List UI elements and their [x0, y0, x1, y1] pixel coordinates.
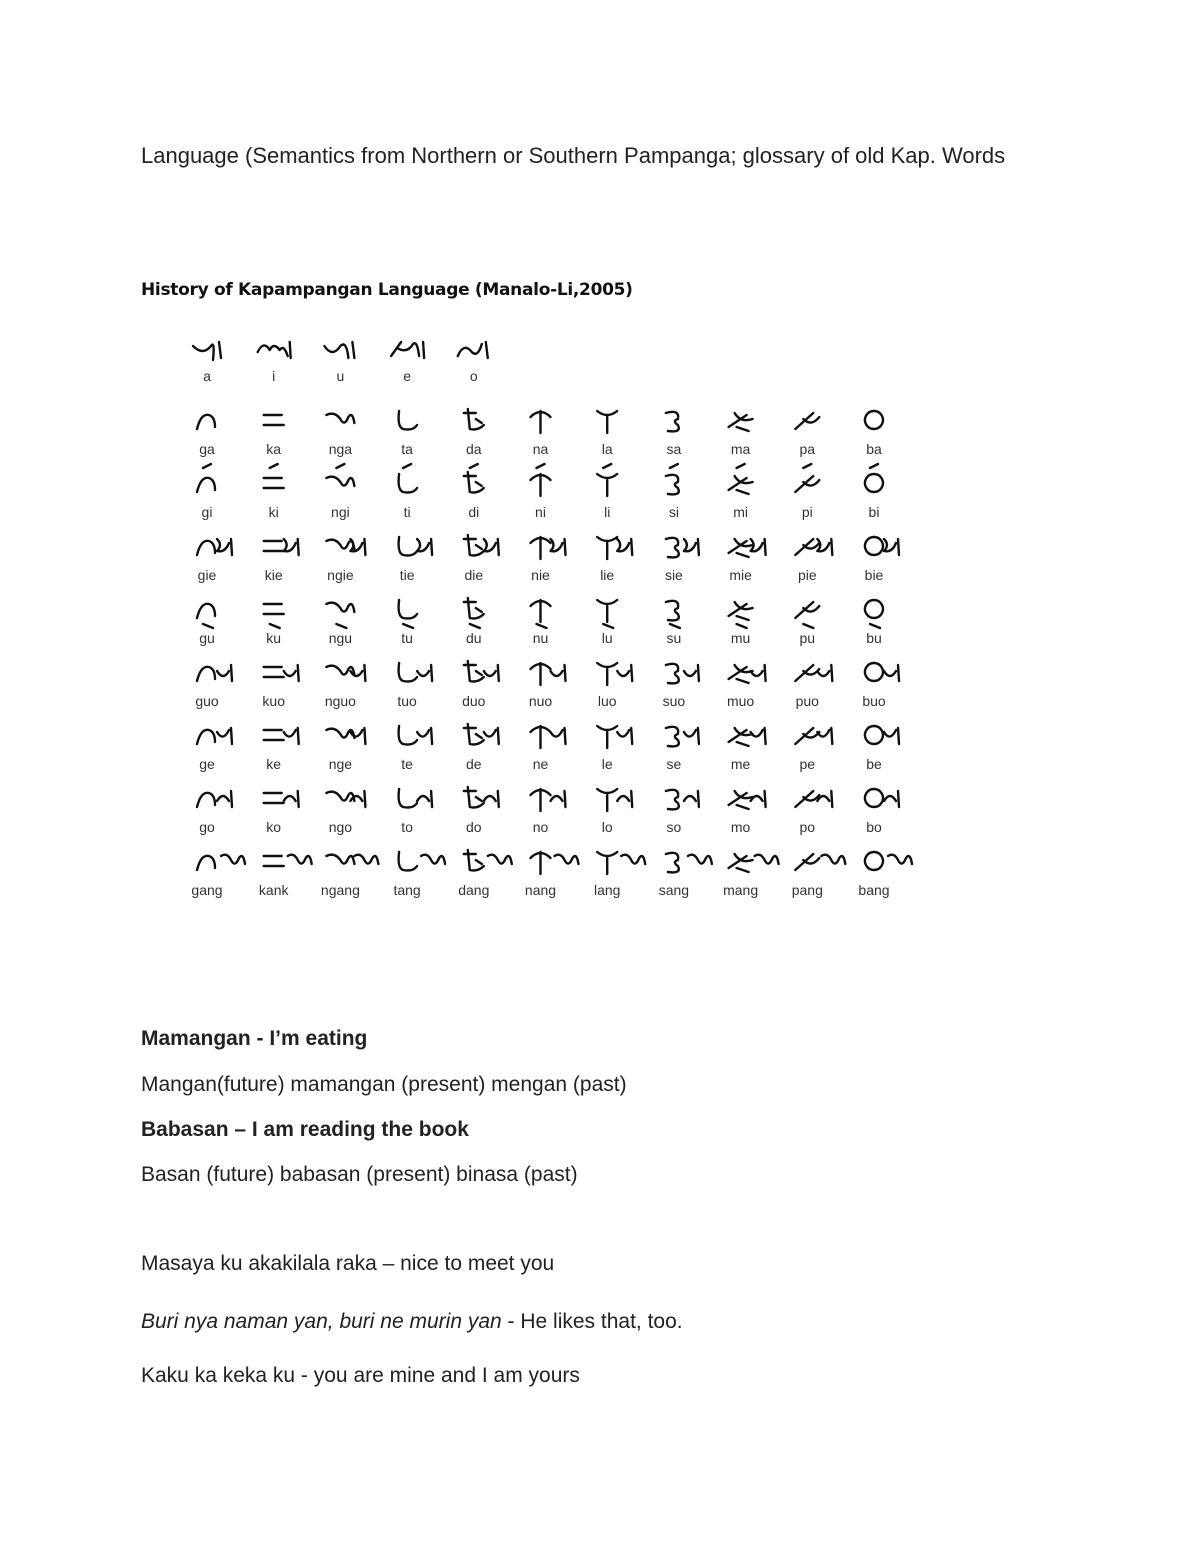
syllable-glyph-ti	[399, 464, 418, 493]
syllable-glyph-li	[597, 464, 617, 496]
document-heading: Language (Semantics from Northern or Southern Pampanga; glossary of old Kap. Words	[141, 143, 1006, 168]
syllable-label-me: me	[730, 756, 751, 772]
syllable-label-suo: suo	[662, 693, 686, 709]
syllable-glyph-duo	[464, 661, 499, 682]
phrase-babasan-title: Babasan – I am reading the book	[141, 1118, 469, 1141]
syllable-label-gang: gang	[191, 882, 223, 898]
syllable-label-nga: nga	[328, 441, 353, 457]
syllable-glyph-gu	[197, 604, 215, 628]
syllable-glyph-lang	[597, 852, 645, 874]
syllable-glyph-pie	[795, 539, 832, 555]
syllable-label-muo: muo	[726, 693, 755, 709]
phrase-mamangan-title: Mamangan - I’m eating	[141, 1027, 368, 1050]
syllable-glyph-ne	[531, 726, 566, 748]
syllable-label-luo: luo	[597, 693, 617, 709]
syllable-glyph-no	[531, 789, 566, 811]
syllable-glyph-tu	[399, 600, 418, 628]
syllable-glyph-lie	[597, 537, 632, 559]
syllable-glyph-nu	[531, 600, 551, 628]
syllable-glyph-sang	[666, 853, 712, 873]
syllable-glyph-ngi	[326, 464, 354, 486]
syllable-glyph-gang	[197, 855, 245, 870]
syllable-glyph-de	[464, 724, 499, 745]
syllable-glyph-sa	[666, 412, 679, 432]
syllable-glyph-kuo	[264, 665, 299, 681]
syllable-label-le: le	[601, 756, 613, 772]
syllable-glyph-dang	[464, 850, 512, 871]
syllable-label-to: to	[401, 819, 413, 835]
syllable-glyph-le	[597, 726, 632, 748]
syllable-label-da: da	[466, 441, 482, 457]
syllable-glyph-gie	[197, 539, 232, 555]
syllable-glyph-me	[729, 728, 766, 746]
syllable-glyph-ni	[531, 464, 551, 496]
syllable-label-si: si	[668, 504, 679, 520]
vowel-glyph-e	[391, 342, 424, 358]
syllable-glyph-puo	[795, 665, 832, 681]
syllable-label-na: na	[532, 441, 549, 457]
syllable-glyph-su	[666, 601, 680, 628]
syllable-label-nge: nge	[328, 756, 353, 772]
syllable-label-ge: ge	[199, 756, 215, 772]
syllable-label-pu: pu	[799, 630, 816, 646]
syllable-label-po: po	[799, 819, 816, 835]
syllable-glyph-nuo	[531, 663, 566, 685]
syllable-label-ba: ba	[866, 441, 882, 457]
syllable-label-be: be	[866, 756, 882, 772]
syllable-glyph-ga	[197, 415, 215, 429]
syllable-label-ti: ti	[403, 504, 411, 520]
syllable-glyph-bie	[865, 537, 899, 555]
syllable-label-ma: ma	[730, 441, 751, 457]
syllable-glyph-mi	[729, 464, 753, 494]
vowel-glyph-i	[258, 342, 291, 358]
syllable-label-mang: mang	[723, 882, 759, 898]
syllable-label-so: so	[666, 819, 682, 835]
syllable-label-ngo: ngo	[328, 819, 353, 835]
syllable-glyph-te	[399, 726, 433, 745]
syllable-glyph-sie	[666, 538, 699, 558]
syllable-label-pi: pi	[801, 504, 813, 520]
syllable-glyph-ta	[399, 411, 418, 430]
phrase-babasan-forms: Basan (future) babasan (present) binasa (past)	[141, 1163, 578, 1186]
syllable-glyph-tie	[399, 537, 433, 556]
syllable-label-dang: dang	[458, 882, 490, 898]
syllable-glyph-na	[531, 411, 551, 433]
syllable-label-go: go	[199, 819, 215, 835]
syllable-glyph-buo	[865, 663, 899, 681]
syllable-glyph-kie	[264, 539, 299, 555]
syllable-label-duo: duo	[462, 693, 486, 709]
syllable-label-bang: bang	[858, 882, 890, 898]
syllable-glyph-la	[597, 411, 617, 433]
syllable-label-te: te	[401, 756, 413, 772]
syllable-label-kuo: kuo	[262, 693, 285, 709]
syllable-label-ta: ta	[401, 441, 413, 457]
phrase-kaku: Kaku ka keka ku - you are mine and I am yours	[141, 1364, 580, 1387]
syllable-glyph-nguo	[326, 665, 365, 681]
syllable-glyph-die	[464, 535, 499, 556]
syllable-glyph-be	[865, 726, 899, 744]
syllable-glyph-ge	[197, 728, 232, 744]
syllable-glyph-ma	[729, 413, 753, 431]
syllable-label-mi: mi	[733, 504, 748, 520]
syllable-glyph-muo	[729, 665, 766, 683]
vowel-glyph-u	[324, 342, 354, 358]
syllable-label-tu: tu	[401, 630, 413, 646]
syllable-glyph-suo	[666, 664, 699, 684]
syllable-label-lie: lie	[600, 567, 615, 583]
syllable-label-mo: mo	[730, 819, 751, 835]
syllable-label-bi: bi	[868, 504, 880, 520]
syllable-glyph-bi	[865, 464, 883, 492]
syllable-glyph-nang	[531, 852, 579, 874]
syllable-label-ku: ku	[266, 630, 282, 646]
syllable-label-sa: sa	[666, 441, 682, 457]
syllable-label-ngie: ngie	[327, 567, 354, 583]
syllable-label-nang: nang	[524, 882, 557, 898]
vowel-label-e: e	[403, 368, 411, 384]
syllable-label-bie: bie	[864, 567, 884, 583]
vowel-glyph-o	[458, 342, 488, 358]
syllable-label-ki: ki	[268, 504, 279, 520]
syllable-glyph-nga	[326, 414, 354, 423]
syllable-label-do: do	[466, 819, 482, 835]
kulitan-script-chart-svg	[175, 325, 935, 900]
syllable-label-sie: sie	[664, 567, 683, 583]
syllable-label-bu: bu	[866, 630, 882, 646]
syllable-glyph-mo	[729, 791, 766, 809]
syllable-label-se: se	[666, 756, 682, 772]
syllable-label-nu: nu	[532, 630, 549, 646]
syllable-glyph-ku	[264, 604, 284, 628]
syllable-glyph-mang	[729, 854, 779, 872]
syllable-glyph-ko	[264, 791, 299, 807]
syllable-label-gi: gi	[201, 504, 213, 520]
syllable-label-su: su	[666, 630, 682, 646]
syllable-glyph-ba	[865, 411, 883, 429]
vowel-label-a: a	[203, 368, 211, 384]
history-section-title: History of Kapampangan Language (Manalo-Li,2005)	[141, 280, 633, 300]
phrase-buri	[141, 1310, 683, 1334]
syllable-glyph-ki	[264, 464, 284, 488]
syllable-label-gu: gu	[199, 630, 215, 646]
syllable-label-lu: lu	[601, 630, 613, 646]
phrase-masaya: Masaya ku akakilala raka – nice to meet you	[141, 1252, 555, 1275]
syllable-label-la: la	[601, 441, 613, 457]
syllable-label-de: de	[466, 756, 482, 772]
syllable-label-buo: buo	[862, 693, 886, 709]
vowel-label-u: u	[336, 368, 345, 384]
syllable-glyph-se	[666, 727, 699, 747]
syllable-glyph-nge	[326, 728, 365, 744]
syllable-label-li: li	[604, 504, 611, 520]
syllable-glyph-ngu	[326, 603, 354, 628]
syllable-glyph-guo	[197, 665, 232, 681]
syllable-label-ko: ko	[266, 819, 282, 835]
syllable-label-kank: kank	[258, 882, 289, 898]
syllable-label-no: no	[532, 819, 549, 835]
syllable-label-du: du	[466, 630, 482, 646]
phrase-buri-kapampangan: Buri nya naman yan, buri ne murin yan	[141, 1310, 502, 1333]
syllable-label-ni: ni	[535, 504, 546, 520]
syllable-label-tang: tang	[393, 882, 421, 898]
vowel-label-o: o	[469, 368, 478, 384]
syllable-glyph-da	[464, 409, 484, 430]
syllable-glyph-gi	[197, 464, 215, 492]
syllable-glyph-so	[666, 790, 699, 810]
syllable-label-ke: ke	[266, 756, 282, 772]
syllable-glyph-to	[399, 789, 433, 808]
phrase-buri-translation: - He likes that, too.	[501, 1310, 683, 1333]
syllable-glyph-tang	[399, 852, 446, 871]
syllable-glyph-bang	[865, 852, 912, 870]
syllable-glyph-pe	[795, 728, 832, 744]
syllable-label-kie: kie	[264, 567, 283, 583]
syllable-label-mu: mu	[730, 630, 751, 646]
syllable-label-lo: lo	[601, 819, 613, 835]
syllable-glyph-nie	[531, 537, 566, 559]
syllable-glyph-go	[197, 791, 232, 807]
syllable-label-gie: gie	[197, 567, 217, 583]
syllable-label-di: di	[468, 504, 480, 520]
syllable-label-ngang: ngang	[320, 882, 360, 898]
syllable-label-pe: pe	[799, 756, 816, 772]
syllable-glyph-pu	[795, 602, 819, 628]
syllable-label-bo: bo	[866, 819, 882, 835]
vowel-label-i: i	[272, 368, 276, 384]
syllable-label-ngu: ngu	[328, 630, 353, 646]
syllable-glyph-bo	[865, 789, 899, 807]
syllable-glyph-kank	[264, 855, 312, 866]
syllable-glyph-mu	[729, 602, 753, 628]
syllable-label-lang: lang	[593, 882, 621, 898]
syllable-label-die: die	[464, 567, 484, 583]
syllable-label-nuo: nuo	[528, 693, 553, 709]
syllable-glyph-bu	[865, 600, 883, 628]
syllable-glyph-do	[464, 787, 499, 808]
syllable-glyph-pang	[795, 854, 845, 870]
phrase-mamangan-forms: Mangan(future) mamangan (present) mengan (past)	[141, 1073, 627, 1096]
syllable-glyph-lu	[597, 600, 617, 628]
syllable-glyph-ngo	[326, 791, 365, 807]
syllable-glyph-pi	[795, 464, 819, 492]
syllable-label-pa: pa	[799, 441, 816, 457]
kulitan-script-chart	[175, 325, 935, 900]
syllable-glyph-tuo	[399, 663, 433, 682]
vowel-glyph-a	[193, 342, 221, 360]
syllable-label-ne: ne	[532, 756, 549, 772]
syllable-glyph-du	[464, 598, 484, 628]
syllable-label-nie: nie	[531, 567, 550, 583]
syllable-glyph-pa	[795, 413, 819, 429]
syllable-label-mie: mie	[729, 567, 752, 583]
syllable-glyph-ngie	[326, 539, 365, 555]
syllable-glyph-luo	[597, 663, 632, 685]
syllable-glyph-di	[464, 464, 484, 493]
syllable-glyph-ngang	[326, 855, 378, 864]
syllable-label-ngi: ngi	[331, 504, 350, 520]
syllable-label-puo: puo	[795, 693, 819, 709]
syllable-glyph-si	[666, 464, 679, 494]
syllable-label-ka: ka	[266, 441, 282, 457]
syllable-label-pie: pie	[797, 567, 817, 583]
syllable-glyph-lo	[597, 789, 632, 811]
syllable-label-sang: sang	[658, 882, 690, 898]
syllable-glyph-po	[795, 791, 832, 807]
syllable-label-pang: pang	[791, 882, 823, 898]
syllable-label-ga: ga	[199, 441, 215, 457]
syllable-glyph-mie	[729, 539, 766, 557]
syllable-label-tie: tie	[399, 567, 415, 583]
syllable-glyph-ka	[264, 415, 284, 425]
syllable-glyph-ke	[264, 728, 299, 744]
syllable-label-nguo: nguo	[324, 693, 356, 709]
syllable-label-tuo: tuo	[397, 693, 417, 709]
syllable-label-guo: guo	[195, 693, 219, 709]
